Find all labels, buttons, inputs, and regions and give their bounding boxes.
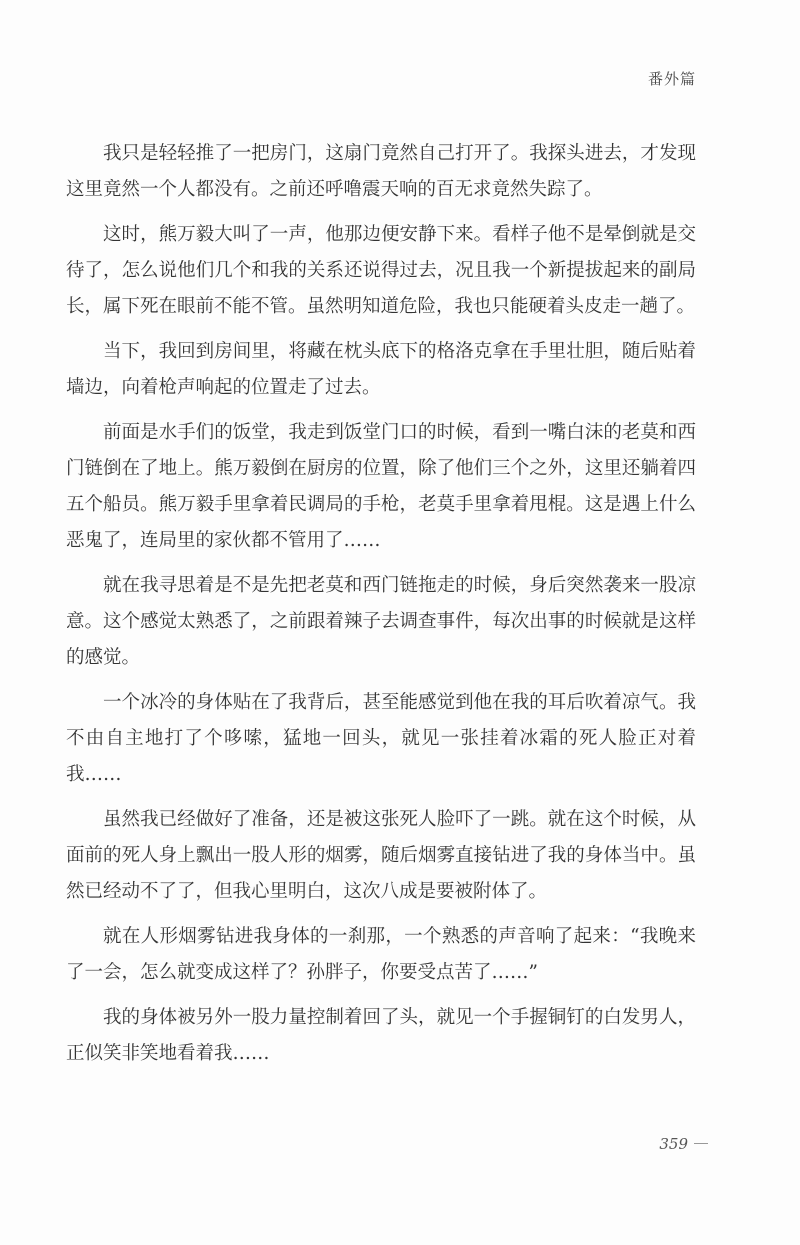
paragraph-2: 这时，熊万毅大叫了一声，他那边便安静下来。看样子他不是晕倒就是交待了，怎么说他们几个和我的关系还说得过去，况且我一个新提拔起来的副局长，属下死在眼前不能不管。虽然明知道危险，我也只能硬着头皮走一趟了。	[66, 224, 696, 317]
paragraph-8: 就在人形烟雾钻进我身体的一刹那，一个熟悉的声音响了起来：“我晚来了一会，怎么就变成这样了？孙胖子，你要受点苦了……”	[66, 926, 696, 983]
paragraph-6: 一个冰冷的身体贴在了我背后，甚至能感觉到他在我的耳后吹着凉气。我不由自主地打了个哆嗦，猛地一回头，就见一张挂着冰霜的死人脸正对着我……	[66, 692, 696, 785]
body-text	[66, 136, 696, 1081]
paragraph-4: 前面是水手们的饭堂，我走到饭堂门口的时候，看到一嘴白沫的老莫和西门链倒在了地上。熊万毅倒在厨房的位置，除了他们三个之外，这里还躺着四五个船员。熊万毅手里拿着民调局的手枪，老莫手里拿着甩棍。这是遇上什么恶鬼了，连局里的家伙都不管用了……	[66, 422, 696, 551]
paragraph-9: 我的身体被另外一股力量控制着回了头，就见一个手握铜钉的白发男人，正似笑非笑地看着我……	[66, 1007, 696, 1064]
paragraph-1: 我只是轻轻推了一把房门，这扇门竟然自己打开了。我探头进去，才发现这里竟然一个人都没有。之前还呼噜震天响的百无求竟然失踪了。	[66, 143, 696, 200]
paragraph-3: 当下，我回到房间里，将藏在枕头底下的格洛克拿在手里壮胆，随后贴着墙边，向着枪声响起的位置走了过去。	[66, 341, 696, 398]
page-number-dash	[694, 1143, 708, 1144]
paragraph-7: 虽然我已经做好了准备，还是被这张死人脸吓了一跳。就在这个时候，从面前的死人身上飘出一股人形的烟雾，随后烟雾直接钻进了我的身体当中。虽然已经动不了了，但我心里明白，这次八成是要被附体了。	[66, 809, 696, 902]
paragraph-5: 就在我寻思着是不是先把老莫和西门链拖走的时候，身后突然袭来一股凉意。这个感觉太熟悉了，之前跟着辣子去调查事件，每次出事的时候就是这样的感觉。	[66, 575, 696, 668]
page-number: 359	[659, 1135, 688, 1153]
running-header: 番外篇	[647, 70, 696, 88]
